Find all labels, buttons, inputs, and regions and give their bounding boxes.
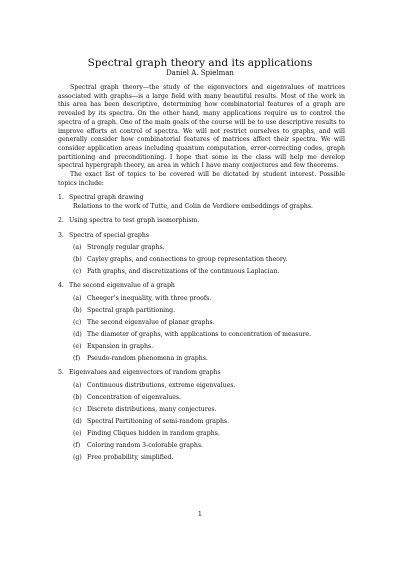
subtopic-label: (c) (73, 268, 82, 276)
subtopic-item (73, 256, 345, 265)
topic-title: Spectra of special graphs (69, 231, 150, 239)
subtopic-text: The diameter of graphs, with applications to concentration of measure. (87, 331, 312, 339)
topic-item (58, 282, 345, 363)
subtopic-text: Continuous distributions, extreme eigenvalues. (87, 382, 236, 390)
subtopic-item (73, 319, 345, 328)
subtopic-item (73, 268, 345, 277)
subtopic-label: (d) (73, 418, 82, 426)
document-title: Spectral graph theory and its applications (87, 57, 313, 69)
topics-intro-paragraph: The exact list of topics to be covered will be dictated by student interest. Possible topics include: (58, 171, 345, 187)
document-body (58, 84, 345, 468)
subtopic-item (73, 418, 345, 427)
subtopic-item (73, 406, 345, 415)
subtopic-item (73, 430, 345, 439)
subtopic-label: (e) (73, 430, 82, 438)
topic-list (58, 194, 345, 462)
topic-title: Eigenvalues and eigenvectors of random graphs (69, 369, 221, 377)
subtopic-label: (b) (73, 256, 82, 264)
topic-number: 4. (58, 282, 64, 290)
topic-number: 1. (58, 194, 64, 202)
subtopic-text: Strongly regular graphs. (87, 244, 165, 252)
subtopic-list (58, 382, 345, 463)
topic-title: The second eigenvalue of a graph (69, 282, 175, 290)
subtopic-text: Finding Cliques hidden in random graphs. (87, 430, 220, 438)
subtopic-label: (b) (73, 307, 82, 315)
subtopic-label: (d) (73, 331, 82, 339)
topic-item (58, 194, 345, 211)
subtopic-item (73, 394, 345, 403)
subtopic-text: Coloring random 3-colorable graphs. (87, 442, 203, 450)
subtopic-item (73, 307, 345, 316)
intro-paragraph: Spectral graph theory—the study of the eigenvectors and eigenvalues of matrices associated with graphs—is a large field with many beautiful results. Most of the work in this area has been descriptive, determining how combinatorial features of a graph are revealed by its spectra. On the other hand, many applications require us to control the spectra of a graph. One of the main goals of the course will be to use descriptive results to improve efforts at control of spectra. We will not restrict ourselves to graphs, and will generally consider how combinatorial features of matrices affect their spectra. We will consider application areas including quantum computation, error-correcting codes, graph partitioning and preconditioning. I hope that some in the class will help me develop spectral hypergraph theory, an area in which I have many conjectures and few theorems. (58, 84, 345, 170)
topic-title: Spectral graph drawing (69, 194, 144, 202)
subtopic-label: (a) (73, 295, 82, 303)
author-name: Daniel A. Spielman (166, 69, 234, 77)
subtopic-text: Pseudo-random phenomena in graphs. (87, 355, 208, 363)
subtopic-text: Discrete distributions, many conjectures. (87, 406, 217, 414)
subtopic-item (73, 244, 345, 253)
subtopic-text: The second eigenvalue of planar graphs. (87, 319, 215, 327)
subtopic-text: Spectral graph partitioning. (87, 307, 176, 315)
subtopic-text: Expansion in graphs. (87, 343, 154, 351)
subtopic-item (73, 454, 345, 463)
subtopic-label: (g) (73, 454, 82, 462)
topic-title: Using spectra to test graph isomorphism. (69, 217, 200, 225)
subtopic-label: (a) (73, 244, 82, 252)
subtopic-label: (f) (73, 355, 81, 363)
subtopic-label: (f) (73, 442, 81, 450)
subtopic-item (73, 331, 345, 340)
topic-item (58, 369, 345, 462)
subtopic-label: (a) (73, 382, 82, 390)
subtopic-item (73, 442, 345, 451)
subtopic-item (73, 343, 345, 352)
subtopic-list (58, 295, 345, 364)
subtopic-label: (e) (73, 343, 82, 351)
topic-number: 3. (58, 231, 64, 239)
topic-number: 2. (58, 217, 64, 225)
subtopic-text: Spectral Partitioning of semi-random graphs. (87, 418, 230, 426)
subtopic-label: (b) (73, 394, 82, 402)
subtopic-item (73, 382, 345, 391)
topic-number: 5. (58, 369, 64, 377)
subtopic-label: (c) (73, 406, 82, 414)
subtopic-text: Cheeger’s inequality, with three proofs. (87, 295, 212, 303)
subtopic-item (73, 295, 345, 304)
subtopic-item (73, 355, 345, 364)
subtopic-list (58, 244, 345, 277)
topic-item (58, 232, 345, 277)
subtopic-text: Free probability, simplified. (87, 454, 174, 462)
page-number: 1 (197, 510, 203, 518)
topic-item (58, 217, 345, 226)
subtopic-text: Concentration of eigenvalues. (87, 394, 182, 402)
subtopic-text: Cayley graphs, and connections to group representation theory. (87, 256, 288, 264)
subtopic-text: Path graphs, and discretizations of the continuous Laplacian. (87, 268, 280, 276)
topic-description: Relations to the work of Tutte, and Colin de Verdiere embeddings of graphs. (73, 203, 314, 211)
subtopic-label: (c) (73, 319, 82, 327)
